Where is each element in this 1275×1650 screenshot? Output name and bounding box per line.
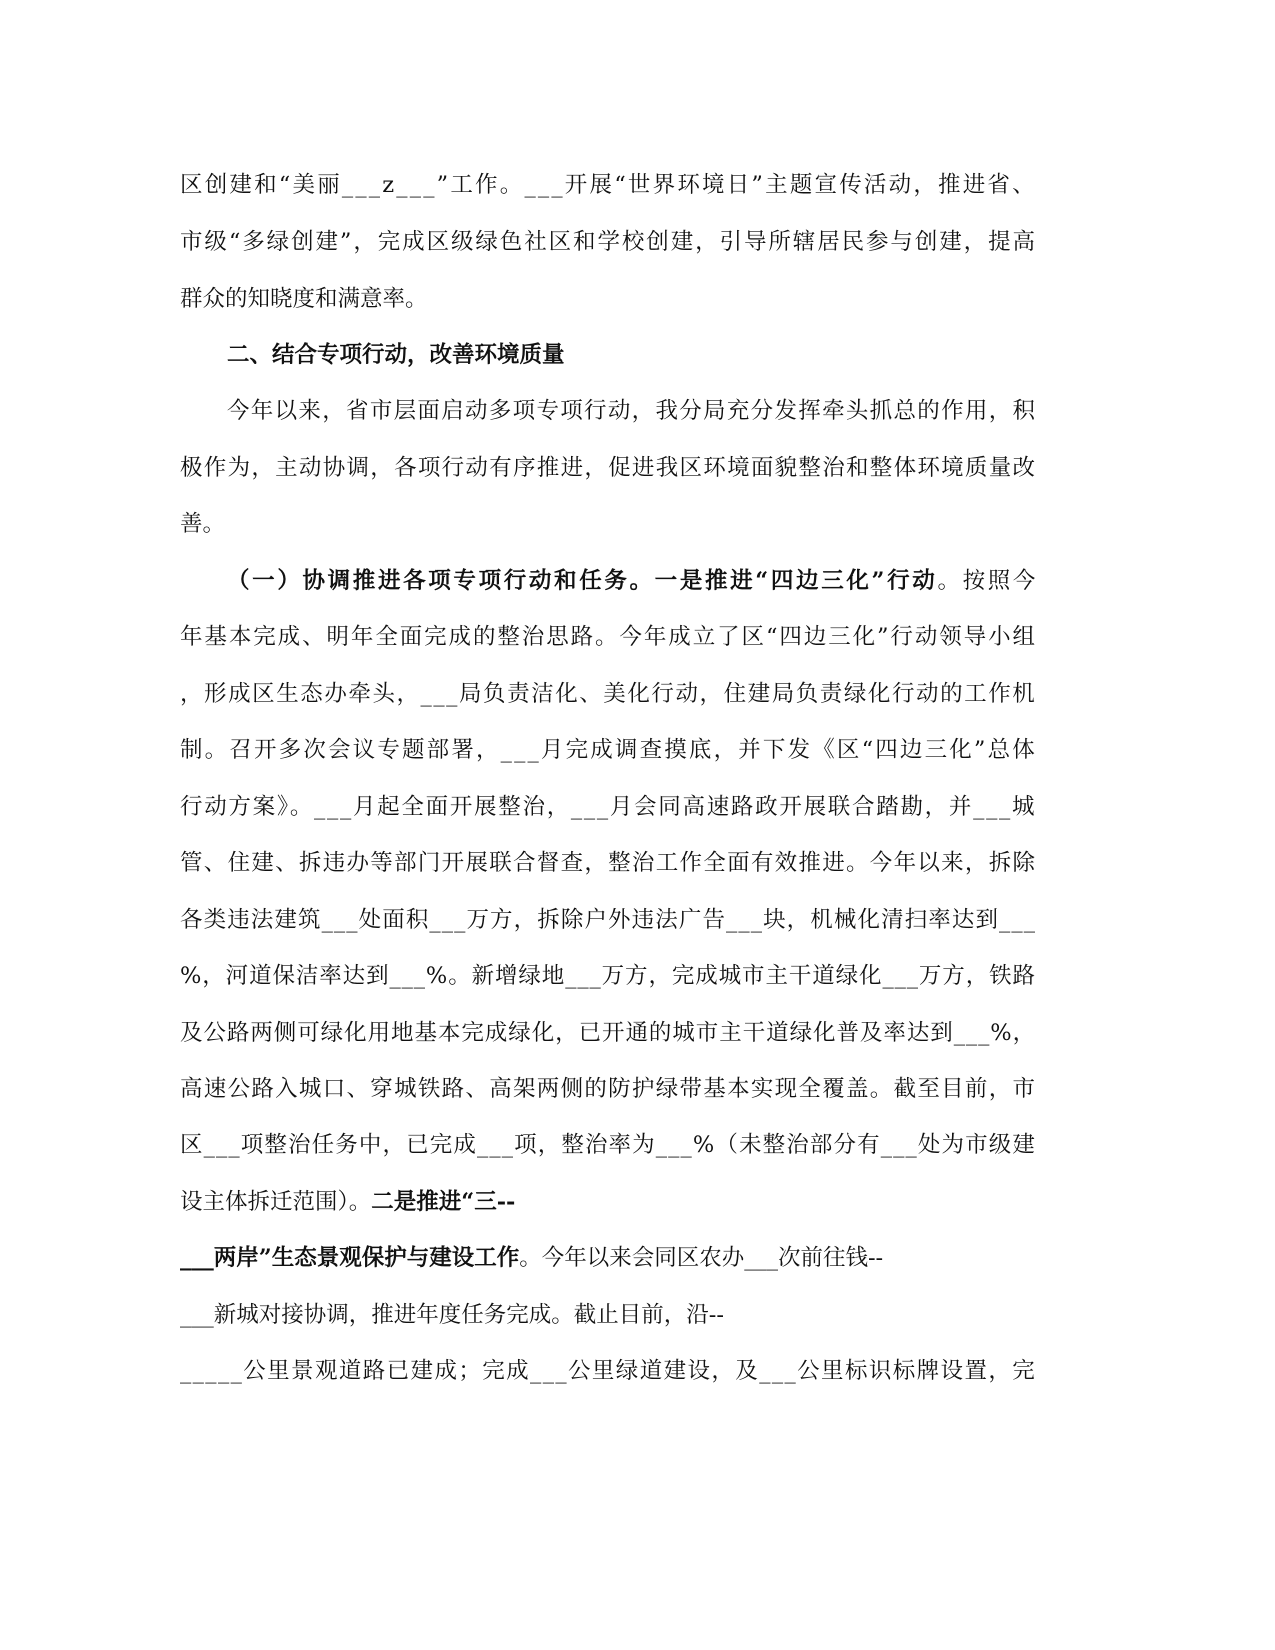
body-text-line [180,1351,1036,1391]
body-text-line [180,448,1036,488]
text-run: 行动方案》。___月起全面开展整治，___月会同高速路政开展联合踏勘，并___城 [180,794,1037,820]
text-run: 区___项整治任务中，已完成___项，整治率为___%（未整治部分有___处为市级建 [180,1132,1037,1158]
body-text-line [180,956,1036,996]
body-text-line [180,279,428,319]
text-run: 。今年以来会同区农办___次前往钱-- [519,1245,884,1271]
body-text-line [180,1182,515,1222]
body-text-line [227,391,1036,431]
text-run: 设主体拆迁范围）。 [180,1189,372,1215]
subheading-run: （一）协调推进各项专项行动和任务。 [227,568,655,594]
body-text-line [180,787,1036,827]
text-run: 各类违法建筑___处面积___万方，拆除户外违法广告___块，机械化清扫率达到___ [180,907,1037,933]
text-run: 及公路两侧可绿化用地基本完成绿化，已开通的城市主干道绿化普及率达到___%， [180,1020,1037,1046]
body-text-line [180,617,1037,657]
body-text-line [180,1125,1036,1165]
bold-text-run: ___两岸”生态景观保护与建设工作 [180,1245,520,1271]
body-text-line [180,1069,1036,1109]
body-text-line [180,900,1036,940]
bold-text-run: 二是推进“三-- [371,1189,516,1215]
body-text-line [180,1238,883,1278]
text-run: 群众的知晓度和满意率。 [180,286,428,312]
body-text-line [180,504,225,544]
text-run: 今年以来，省市层面启动多项专项行动，我分局充分发挥牵头抓总的作用，积 [227,398,1037,424]
text-run: ___新城对接协调，推进年度任务完成。截止目前，沿-- [180,1302,724,1328]
text-run: 区创建和“美丽___z___”工作。___开展“世界环境日”主题宣传活动，推进省、 [180,172,1037,198]
text-run: 极作为，主动协调，各项行动有序推进，促进我区环境面貌整治和整体环境质量改 [180,455,1037,481]
body-text-line [180,165,1037,205]
text-run: ，形成区生态办牵头，___局负责洁化、美化行动，住建局负责绿化行动的工作机 [180,681,1037,707]
text-run: 高速公路入城口、穿城铁路、高架两侧的防护绿带基本实现全覆盖。截至目前，市 [180,1076,1037,1102]
body-text-line [180,843,1036,883]
body-text-line [180,1295,724,1335]
bold-text-run: 一是推进“四边三化”行动 [654,568,938,594]
section-heading [227,335,565,375]
body-text-line [227,561,1038,601]
body-text-line [180,222,1037,262]
text-run: 。按照今 [937,568,1039,594]
body-text-line [180,1013,1036,1053]
body-text-line [180,674,1036,714]
text-run: 管、住建、拆违办等部门开展联合督查，整治工作全面有效推进。今年以来，拆除 [180,850,1037,876]
text-run: 市级“多绿创建”，完成区级绿色社区和学校创建，引导所辖居民参与创建，提高 [180,229,1037,255]
body-text-line [180,730,1037,770]
text-run: %，河道保洁率达到___%。新增绿地___万方，完成城市主干道绿化___万方，铁路 [180,963,1036,989]
text-run: 年基本完成、明年全面完成的整治思路。今年成立了区“四边三化”行动领导小组 [180,624,1037,650]
heading-text: 二、结合专项行动，改善环境质量 [227,342,565,368]
text-run: 善。 [180,511,226,537]
text-run: 制。召开多次会议专题部署，___月完成调查摸底，并下发《区“四边三化”总体 [180,737,1037,763]
text-run: _____公里景观道路已建成；完成___公里绿道建设，及___公里标识标牌设置，完 [180,1358,1037,1384]
